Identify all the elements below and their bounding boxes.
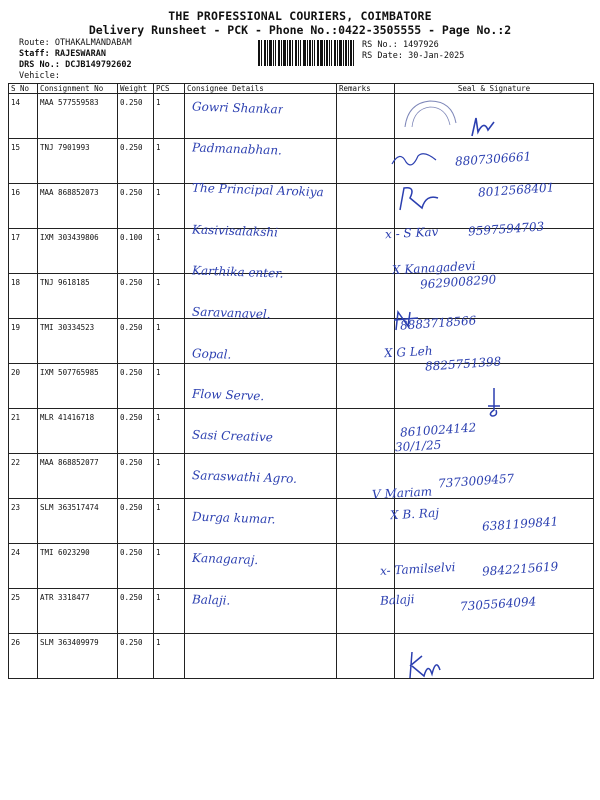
consignee-cell: [185, 544, 337, 589]
consignment-cell: IXM 303439806: [38, 229, 118, 274]
consignment-cell: SLM 363517474: [38, 499, 118, 544]
seal-stamp-image: [400, 97, 460, 137]
table-row: [9, 274, 594, 319]
handwritten-signature: X Kanagadevi: [391, 258, 476, 278]
pcs-cell: 1: [154, 364, 185, 409]
table-row: [9, 364, 594, 409]
sno-cell: 21: [9, 409, 38, 454]
weight-cell: 0.250: [118, 454, 154, 499]
remarks-cell: [337, 184, 395, 229]
footer-initials-mark: [406, 648, 446, 682]
col-header-weight: Weight: [118, 84, 154, 94]
signature-mark-row14: [468, 114, 498, 140]
rs-date-line: [362, 51, 464, 61]
runsheet-heading: Delivery Runsheet - PCK - Phone No.:0422-3505555 - Page No.:2: [88, 23, 512, 37]
handwritten-phone: 9842215619: [481, 559, 559, 579]
sno-cell: 26: [9, 634, 38, 679]
handwritten-consignee: Gowri Shankar: [191, 99, 284, 117]
consignment-cell: SLM 363409979: [38, 634, 118, 679]
handwritten-phone: 8610024142: [399, 420, 477, 440]
weight-cell: 0.250: [118, 544, 154, 589]
handwritten-consignee: Sasi Creative: [191, 427, 274, 445]
pcs-cell: 1: [154, 544, 185, 589]
handwritten-consignee: Gopal.: [191, 346, 232, 362]
remarks-cell: [337, 139, 395, 184]
handwritten-signature: Balaji: [379, 592, 415, 608]
handwritten-signature: x- Tamilselvi: [379, 560, 456, 578]
pcs-cell: 1: [154, 319, 185, 364]
sno-cell: 19: [9, 319, 38, 364]
handwritten-phone: 9629008290: [419, 272, 497, 292]
handwritten-signature: X G Leh: [383, 343, 433, 361]
pcs-cell: 1: [154, 274, 185, 319]
handwritten-signature: 30/1/25: [394, 437, 442, 455]
handwritten-signature: V Mariam: [371, 484, 433, 502]
col-header-remarks: Remarks: [337, 84, 395, 94]
rs-no-label: RS No.:: [362, 40, 398, 50]
drs-value: DCJB149792602: [65, 60, 132, 70]
consignment-cell: IXM 507765985: [38, 364, 118, 409]
weight-cell: 0.250: [118, 589, 154, 634]
consignment-cell: TNJ 7901993: [38, 139, 118, 184]
table-header-row: [9, 84, 594, 94]
handwritten-phone: 7305564094: [459, 594, 537, 614]
sno-cell: 16: [9, 184, 38, 229]
weight-cell: 0.250: [118, 409, 154, 454]
weight-cell: 0.250: [118, 319, 154, 364]
table-row: [9, 634, 594, 679]
staff-line: [19, 49, 106, 59]
handwritten-consignee: Kasivisalakshi: [191, 222, 279, 240]
barcode-image: [258, 40, 354, 66]
sno-cell: 15: [9, 139, 38, 184]
route-value: OTHAKALMANDABAM: [54, 38, 132, 48]
pcs-cell: 1: [154, 409, 185, 454]
remarks-cell: [337, 94, 395, 139]
runsheet-table: [8, 83, 594, 679]
vehicle-line: [19, 71, 60, 81]
signature-mark-row21: [484, 386, 504, 418]
table-row: [9, 94, 594, 139]
remarks-cell: [337, 634, 395, 679]
col-header-pcs: PCS: [154, 84, 185, 94]
remarks-cell: [337, 499, 395, 544]
col-header-consignment: Consignment No: [38, 84, 118, 94]
rs-no-value: 1497926: [402, 40, 439, 50]
sno-cell: 17: [9, 229, 38, 274]
weight-cell: 0.250: [118, 94, 154, 139]
handwritten-consignee: Flow Serve.: [191, 386, 265, 404]
handwritten-consignee: Balaji.: [191, 592, 231, 608]
weight-cell: 0.250: [118, 274, 154, 319]
handwritten-signature: X B. Raj: [389, 505, 440, 523]
consignment-cell: MLR 41416718: [38, 409, 118, 454]
handwritten-phone: 7373009457: [437, 471, 515, 491]
vehicle-label: Vehicle:: [19, 71, 60, 81]
col-header-signature: Seal & Signature: [395, 84, 594, 94]
col-header-consignee: Consignee Details: [185, 84, 337, 94]
handwritten-phone: 9597594703: [467, 219, 545, 239]
consignment-cell: MAA 868852077: [38, 454, 118, 499]
pcs-cell: 1: [154, 589, 185, 634]
signature-mark-row16: [396, 184, 442, 214]
handwritten-consignee: Padmanabhan.: [191, 140, 283, 158]
pcs-cell: 1: [154, 139, 185, 184]
weight-cell: 0.250: [118, 499, 154, 544]
sno-cell: 18: [9, 274, 38, 319]
signature-mark-row19: [392, 308, 422, 334]
rs-no-line: [362, 40, 439, 50]
pcs-cell: 1: [154, 634, 185, 679]
route-line: [19, 38, 132, 48]
sno-cell: 23: [9, 499, 38, 544]
weight-cell: 0.250: [118, 139, 154, 184]
rs-date-label: RS Date:: [362, 51, 403, 61]
consignment-cell: MAA 577559583: [38, 94, 118, 139]
weight-cell: 0.100: [118, 229, 154, 274]
pcs-cell: 1: [154, 454, 185, 499]
consignment-cell: TNJ 9618185: [38, 274, 118, 319]
remarks-cell: [337, 274, 395, 319]
table-row: [9, 409, 594, 454]
pcs-cell: 1: [154, 229, 185, 274]
route-label: Route:: [19, 38, 50, 48]
handwritten-phone: 8012568401: [477, 180, 555, 200]
handwritten-consignee: Saraswathi Agro.: [191, 468, 298, 486]
handwritten-consignee: The Principal Arokiya: [191, 180, 324, 200]
weight-cell: 0.250: [118, 184, 154, 229]
sno-cell: 24: [9, 544, 38, 589]
pcs-cell: 1: [154, 499, 185, 544]
weight-cell: 0.250: [118, 634, 154, 679]
handwritten-phone: 8807306661: [454, 149, 532, 169]
table-row: [9, 589, 594, 634]
consignee-cell: [185, 634, 337, 679]
consignment-cell: ATR 3318477: [38, 589, 118, 634]
sno-cell: 25: [9, 589, 38, 634]
table-body: [9, 94, 594, 679]
consignment-cell: TMI 6023290: [38, 544, 118, 589]
handwritten-signature: x - S Kav: [384, 224, 439, 242]
drs-label: DRS No.:: [19, 60, 60, 70]
col-header-sno: S No: [9, 84, 38, 94]
pcs-cell: 1: [154, 94, 185, 139]
handwritten-consignee: Karthika enter.: [191, 263, 284, 281]
rs-date-value: 30-Jan-2025: [408, 51, 465, 61]
drs-line: [19, 60, 132, 70]
handwritten-consignee: Kanagaraj.: [191, 550, 259, 568]
handwritten-phone: 6381199841: [481, 514, 559, 534]
signature-mark-row15: [390, 148, 440, 172]
handwritten-consignee: Saravanavel.: [191, 304, 271, 322]
handwritten-consignee: Durga kumar.: [191, 509, 276, 527]
company-title: THE PROFESSIONAL COURIERS, COIMBATORE: [168, 9, 432, 23]
sno-cell: 20: [9, 364, 38, 409]
sno-cell: 14: [9, 94, 38, 139]
sno-cell: 22: [9, 454, 38, 499]
staff-value: RAJESWARAN: [54, 49, 107, 59]
handwritten-phone: 8883718566: [399, 313, 477, 333]
remarks-cell: [337, 409, 395, 454]
staff-label: Staff:: [19, 49, 50, 59]
remarks-cell: [337, 364, 395, 409]
weight-cell: 0.250: [118, 364, 154, 409]
table-row: [9, 319, 594, 364]
consignment-cell: MAA 868852073: [38, 184, 118, 229]
handwritten-phone: 8825751398: [424, 354, 502, 374]
consignment-cell: TMI 30334523: [38, 319, 118, 364]
pcs-cell: 1: [154, 184, 185, 229]
